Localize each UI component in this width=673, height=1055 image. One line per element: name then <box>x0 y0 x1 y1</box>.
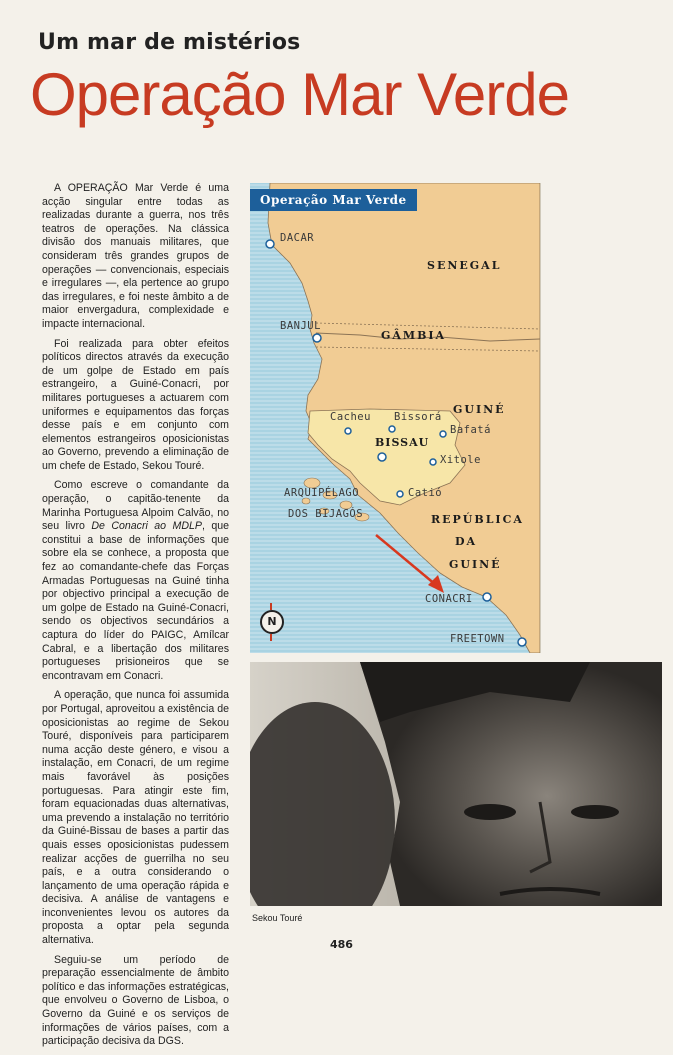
article-paragraph <box>42 479 229 683</box>
paragraph-text: Como escreve o comandante da operação, o capitão-tenente da Marinha Portuguesa Alpoim Calvão, no seu livro <box>42 479 229 533</box>
city-label-freetown: FREETOWN <box>450 633 505 645</box>
article-paragraph: Foi realizada para obter efeitos políticos directos através da execução de um golpe de Estado em país estrangeiro, a Guiné-Conacri, por militares portugueses a actuarem com uniformes e equipamentos das forças desse país e em conjunto com elementos estrangeiros oposicionistas ao Governo, prevendo a eliminação de um chefe de Estado, Sekou Touré. <box>42 337 229 472</box>
page-title: Operação Mar Verde <box>30 61 569 128</box>
city-dot-catio <box>397 491 403 497</box>
city-label-banjul: BANJUL <box>280 320 321 332</box>
city-label-xitole: Xitole <box>440 454 481 466</box>
city-label-conacri: CONACRI <box>425 593 473 605</box>
city-dot-cacheu <box>345 428 351 434</box>
city-label-dacar: DACAR <box>280 232 315 244</box>
photo-sekou-toure <box>250 662 662 906</box>
country-label-republica: REPÚBLICA <box>431 513 524 526</box>
book-title: De Conacri ao MDLP <box>91 520 202 533</box>
archipelago-label: DOS BIJAGÓS <box>288 508 364 520</box>
map <box>250 183 541 653</box>
article-paragraph: Seguiu-se um período de preparação essencialmente de âmbito político e das informações estratégicas, que envolveu o Governo de Lisboa, o Governo da Guiné e os serviços de informações de vários países, com a participação decisiva da DGS. <box>42 953 229 1048</box>
city-dot-banjul <box>313 334 321 342</box>
article-body <box>42 182 229 1055</box>
country-label-senegal: SENEGAL <box>427 259 502 272</box>
compass-tick <box>270 634 272 641</box>
city-dot-conacri <box>483 593 491 601</box>
paragraph-text: , que constitui a base de informações que sobre ela se conhece, a proposta que fez ao comandante-chefe das Forças Armadas Portuguesas na Guiné tinha por objectivo principal a execução de um golpe de Estado na Guiné-Conacri, sendo os objectivos secundários a captura do líder do PAIGC, Amílcar Cabral, e a libertação dos militares portugueses prisioneiros que se encontravam em Conacri. <box>42 520 230 682</box>
city-dot-bissau <box>378 453 386 461</box>
archipelago-label: ARQUIPÉLAGO <box>284 487 360 499</box>
city-label-cacheu: Cacheu <box>330 411 371 423</box>
map-title: Operação Mar Verde <box>250 189 417 211</box>
compass-icon: N <box>260 610 284 634</box>
country-label-guine-conacri: GUINÉ <box>449 558 502 571</box>
city-label-bissau: BISSAU <box>375 436 430 449</box>
city-dot-bissora <box>389 426 395 432</box>
article-paragraph: A OPERAÇÃO Mar Verde é uma acção singular entre todas as realizadas durante a guerra, nos três teatros de operações. Na clássica divisão dos manuais militares, que consideram três grandes grupos de operações — convencionais, especiais e irregulares —, ela pertence ao grupo das irregulares, e foi neste âmbito a de maior envergadura, complexidade e impacte internacional. <box>42 182 229 330</box>
country-label-gambia: GÂMBIA <box>381 329 447 342</box>
city-dot-xitole <box>430 459 436 465</box>
city-dot-freetown <box>518 638 526 646</box>
country-label-guine: GUINÉ <box>453 403 506 416</box>
city-label-bissora: Bissorá <box>394 411 442 423</box>
city-dot-dacar <box>266 240 274 248</box>
portrait-image <box>250 662 662 906</box>
country-label-da: DA <box>455 535 478 548</box>
page-number: 486 <box>330 938 353 951</box>
photo-caption: Sekou Touré <box>252 913 303 923</box>
supertitle: Um mar de mistérios <box>38 30 301 55</box>
city-label-bafata: Bafatá <box>450 424 491 436</box>
city-label-catio: Catió <box>408 487 443 499</box>
city-dot-bafata <box>440 431 446 437</box>
article-paragraph: A operação, que nunca foi assumida por Portugal, aproveitou a existência de oposicionistas ao regime de Sekou Touré, disponíveis para participarem numa acção deste género, e visou a instalação, em Conacri, de um regime mais favorável às posições portuguesas. Para atingir este fim, foram equacionadas duas alternativas, uma prevendo a instalação no território da Guiné-Bissau de bases a partir das quais esses oposicionistas pudessem realizar acções de guerrilha no seu país, e a outra considerando o lançamento de uma operação rápida e decisiva. A análise de vantagens e inconvenientes levou os autores da proposta a optar pela segunda alternativa. <box>42 689 229 947</box>
compass-tick <box>270 603 272 610</box>
